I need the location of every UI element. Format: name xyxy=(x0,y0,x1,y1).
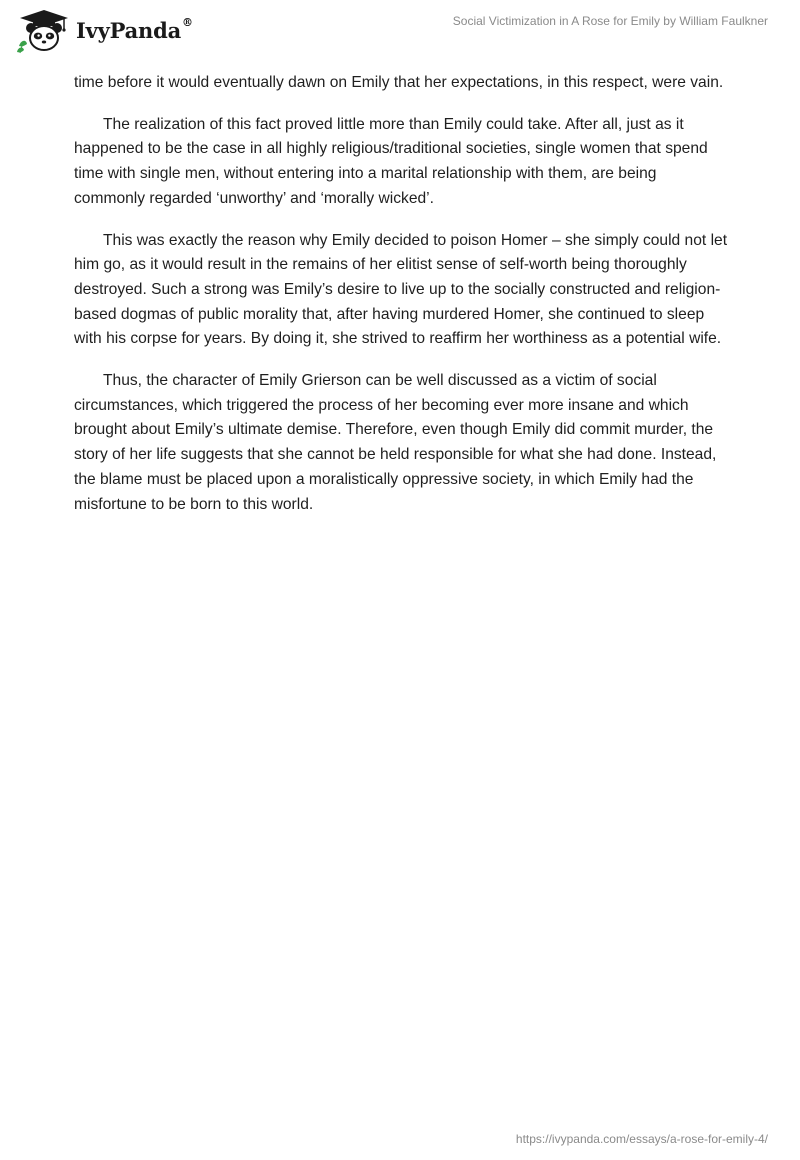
ivypanda-logo[interactable] xyxy=(14,8,193,54)
paragraph: Thus, the character of Emily Grierson can be well discussed as a victim of social circumstances, which triggered the process of her becoming ever more insane and which brought about Emily’s ultimate demise. Therefore, even though Emily did commit murder, the story of her life suggests that she cannot be held responsible for what she had done. Instead, the blame must be placed upon a moralistically oppressive society, in which Emily had the misfortune to be born to this world. xyxy=(74,372,717,513)
panda-logo-icon xyxy=(14,8,74,54)
paragraph: This was exactly the reason why Emily decided to poison Homer – she simply could not let him go, as it would result in the remains of her elitist sense of self-worth being thoroughly destroyed. Such a strong was Emily’s desire to live up to the socially constructed and religion-based dogmas of public morality that, after having murdered Homer, she continued to sleep with his corpse for years. By doing it, she strived to reaffirm her worthiness as a potential wife. xyxy=(74,231,728,348)
source-url-link[interactable]: https://ivypanda.com/essays/a-rose-for-emily-4/ xyxy=(515,1132,768,1146)
registered-mark: ® xyxy=(182,15,193,29)
paragraph: The realization of this fact proved little more than Emily could take. After all, just as it happened to be the case in all highly religious/traditional societies, single women that spend time with single men, without entering into a marital relationship with them, are being commonly regarded ‘unworthy’ and ‘morally wicked’. xyxy=(74,115,708,207)
brand-name: IvyPanda® xyxy=(76,15,193,43)
paragraph: time before it would eventually dawn on Emily that her expectations, in this respect, were vain. xyxy=(74,74,724,91)
page-header xyxy=(0,0,800,70)
document-title: Social Victimization in A Rose for Emily by William Faulkner xyxy=(452,14,768,28)
essay-body xyxy=(74,71,728,534)
